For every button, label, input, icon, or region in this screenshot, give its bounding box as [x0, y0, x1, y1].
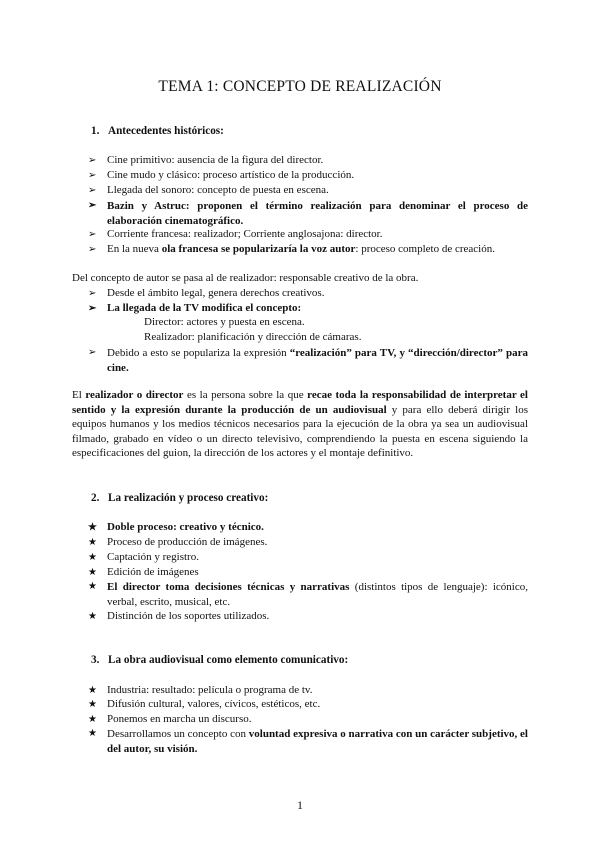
arrow-bullet-icon: ➢: [88, 229, 97, 240]
list-item: [88, 286, 528, 302]
list-item-text: Captación y registro.: [107, 551, 199, 563]
list-item-text: Distinción de los soportes utilizados.: [107, 610, 270, 622]
section-2-heading: [91, 492, 268, 504]
sub-item: Director: actores y puesta en escena.: [144, 316, 305, 328]
text-run: Desarrollamos un concepto con: [107, 728, 249, 740]
list-item-text: Difusión cultural, valores, cívicos, estéticos, etc.: [107, 698, 321, 710]
text-run-bold: realizador o director: [85, 389, 184, 401]
list-item-text: Llegada del sonoro: concepto de puesta en escena.: [107, 184, 329, 196]
list-item-text: [107, 346, 528, 375]
star-bullet-icon: ★: [88, 685, 97, 696]
star-bullet-icon: ★: [88, 537, 97, 548]
star-bullet-icon: ★: [88, 581, 97, 592]
arrow-bullet-icon: ➢: [88, 347, 97, 358]
text-run: (distintos tipos de lenguaje): icónico, verbal, escrito, musical, etc.: [107, 581, 528, 608]
list-item: [88, 550, 528, 566]
list-item: [88, 345, 528, 375]
section-1-title: Antecedentes históricos:: [108, 125, 224, 137]
section-3-heading: [91, 654, 348, 666]
star-bullet-icon: ★: [88, 714, 97, 725]
section-2-number: 2.: [91, 492, 100, 504]
arrow-bullet-icon: ➢: [88, 155, 97, 166]
arrow-bullet-icon: ➢: [88, 200, 97, 211]
star-bullet-icon: ★: [88, 611, 97, 622]
list-item: [88, 168, 528, 184]
section-3-number: 3.: [91, 654, 100, 666]
list-item: [88, 227, 528, 243]
text-run: : proceso completo de creación.: [355, 243, 495, 255]
section-3-title: La obra audiovisual como elemento comunicativo:: [108, 654, 349, 666]
section-2-title: La realización y proceso creativo:: [108, 492, 269, 504]
list-item-text: [107, 243, 495, 255]
arrow-bullet-icon: ➢: [88, 185, 97, 196]
list-item-text: Desde el ámbito legal, genera derechos creativos.: [107, 287, 325, 299]
list-item-text: Proceso de producción de imágenes.: [107, 536, 268, 548]
page-title: TEMA 1: CONCEPTO DE REALIZACIÓN: [158, 78, 442, 95]
list-item: [88, 697, 528, 713]
text-run: es la persona sobre la que: [183, 389, 308, 401]
sub-item: Realizador: planificación y dirección de cámaras.: [144, 331, 362, 343]
star-bullet-icon: ★: [88, 567, 97, 578]
list-item-text: Ponemos en marcha un discurso.: [107, 713, 252, 725]
definition-paragraph: [72, 388, 528, 461]
arrow-bullet-icon: ➢: [88, 170, 97, 181]
list-item-text: Bazin y Astruc: proponen el término realización para denominar el proceso de elaboración cinematográfico.: [107, 200, 528, 227]
list-item-text: Doble proceso: creativo y técnico.: [107, 521, 264, 533]
text-run: Debido a esto se populariza la expresión: [107, 347, 290, 359]
section-1-heading: [91, 125, 224, 137]
list-item: [88, 242, 528, 258]
text-run-bold: ola francesa se popularizaría la voz autor: [161, 243, 356, 255]
list-item-text: [107, 727, 528, 756]
text-run: En la nueva: [107, 243, 162, 255]
list-item-text: Industria: resultado: película o programa de tv.: [107, 684, 313, 696]
arrow-bullet-icon: ➢: [88, 288, 97, 299]
list-item-text: Edición de imágenes: [107, 566, 199, 578]
section-1-number: 1.: [91, 125, 100, 137]
list-item: [88, 520, 528, 536]
star-bullet-icon: ★: [88, 728, 97, 739]
list-item-text: La llegada de la TV modifica el concepto:: [107, 302, 302, 314]
text-run-bold: El director toma decisiones técnicas y narrativas: [107, 581, 350, 593]
list-item: [88, 726, 528, 756]
list-item: [88, 198, 528, 228]
list-item: [88, 579, 528, 609]
list-item-text: Corriente francesa: realizador; Corriente anglosajona: director.: [107, 228, 383, 240]
list-item-text: Cine mudo y clásico: proceso artístico de la producción.: [107, 169, 355, 181]
star-bullet-icon: ★: [88, 522, 97, 533]
list-item: [88, 609, 528, 625]
author-line: Del concepto de autor se pasa al de realizador: responsable creativo de la obra.: [72, 272, 419, 284]
list-item-text: Cine primitivo: ausencia de la figura del director.: [107, 154, 324, 166]
list-item: [88, 301, 528, 317]
arrow-bullet-icon: ➢: [88, 303, 97, 314]
list-item: [88, 153, 528, 169]
star-bullet-icon: ★: [88, 699, 97, 710]
arrow-bullet-icon: ➢: [88, 244, 97, 255]
page-number: 1: [297, 798, 303, 812]
text-run-bold: voluntad expresiva o narrativa con un carácter subjetivo, el del autor, su visión.: [107, 728, 528, 755]
text-run-bold: “realización” para TV, y “dirección/director” para cine.: [107, 347, 528, 374]
list-item: [88, 183, 528, 199]
list-item-text: [107, 580, 528, 609]
text-run: El: [72, 389, 86, 401]
list-item: [88, 535, 528, 551]
text-run-bold: recae toda la responsabilidad de interpretar el sentido y la expresión durante la producción de un audiovisual: [72, 389, 528, 416]
star-bullet-icon: ★: [88, 552, 97, 563]
text-run: y para ello deberá dirigir los equipos humanos y los medios técnicos necesarios para la ejecución de la obra ya sea un audiovisual filmado, grabado en vídeo o un directo televisivo, comprendiendo la puesta en escena siguiendo la especificaciones del guion, la dirección de los actores y el montaje definitivo.: [72, 403, 528, 460]
